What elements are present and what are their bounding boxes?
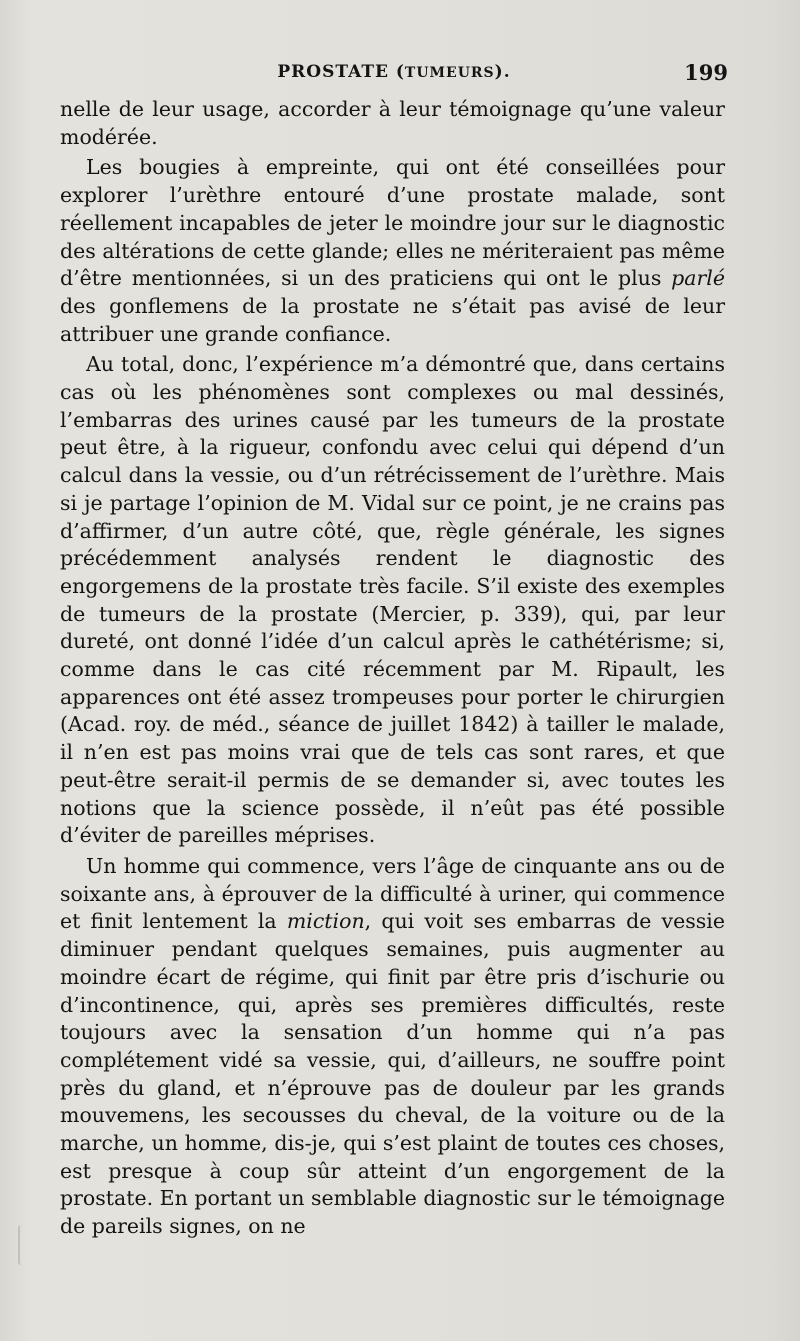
paragraph-text: Les bougies à empreinte, qui ont été conseillées pour explorer l’urèthre entouré d’une prostate malade, sont réellement incapables de jeter le moindre jour sur le diagnostic des altérations de cette glande; elles ne mériteraient pas même d’être mentionnées, si un des praticiens qui ont le plus <box>60 155 725 291</box>
italic-text: parlé <box>671 266 725 291</box>
running-title <box>60 62 728 82</box>
running-title-main: PROSTATE ( <box>277 62 405 82</box>
paragraph <box>60 154 725 348</box>
page-edge-mark <box>18 1225 24 1265</box>
paragraph <box>60 853 725 1241</box>
paragraph <box>60 351 725 850</box>
body-text <box>60 96 725 1241</box>
paragraph-text: , qui voit ses embarras de vessie diminuer pendant quelques semaines, puis augmenter au moindre écart de régime, qui finit par être pris d’ischurie ou d’incontinence, qui, après ses premières difficultés, reste toujours avec la sensation d’un homme qui n’a pas complétement vidé sa vessie, qui, d’ailleurs, ne souffre point près du gland, et n’éprouve pas de douleur par les grands mouvemens, les secousses du cheval, de la voiture ou de la marche, un homme, dis-je, qui s’est plaint de toutes ces choses, est presque à coup sûr atteint d’un engorgement de la prostate. En portant un semblable diagnostic sur le témoignage de pareils signes, on ne <box>60 909 725 1239</box>
paragraph-text: des gonflemens de la prostate ne s’était pas avisé de leur attribuer une grande confiance. <box>60 293 725 346</box>
italic-text: miction <box>286 909 365 934</box>
page-number: 199 <box>684 60 728 85</box>
paragraph <box>60 96 725 151</box>
paragraph-text: Au total, donc, l’expérience m’a démontré que, dans certains cas où les phénomènes sont complexes ou mal dessinés, l’embarras des urines causé par les tumeurs de la prostate peut être, à la rigueur, confondu avec celui qui dépend d’un calcul dans la vessie, ou d’un rétrécissement de l’urèthre. Mais si je partage l’opinion de M. Vidal sur ce point, je ne crains pas d’affirmer, d’un autre côté, que, règle générale, les signes précédemment analysés rendent le diagnostic des engorgemens de la prostate très facile. S’il existe des exemples de tumeurs de la prostate (Mercier, p. 339), qui, par leur dureté, ont donné l’idée d’un calcul après le cathétérisme; si, comme dans le cas cité récemment par M. Ripault, les apparences ont été assez trompeuses pour porter le chirurgien (Acad. roy. de méd., séance de juillet 1842) à tailler le malade, il n’en est pas moins vrai que de tels cas sont rares, et que peut-être serait-il permis de se demander si, avec toutes les notions que la science possède, il n’eût pas été possible d’éviter de pareilles méprises. <box>60 352 725 848</box>
paragraph-text: nelle de leur usage, accorder à leur témoignage qu’une valeur modérée. <box>60 97 725 149</box>
paragraph-text: Un homme qui commence, vers l’âge de cinquante ans ou de soixante ans, à éprouver de la difficulté à uriner, qui commence et finit lentement la <box>60 853 725 934</box>
running-title-end: ). <box>494 62 511 82</box>
running-title-smallcaps: TUMEURS <box>404 65 495 81</box>
running-head <box>60 58 728 92</box>
